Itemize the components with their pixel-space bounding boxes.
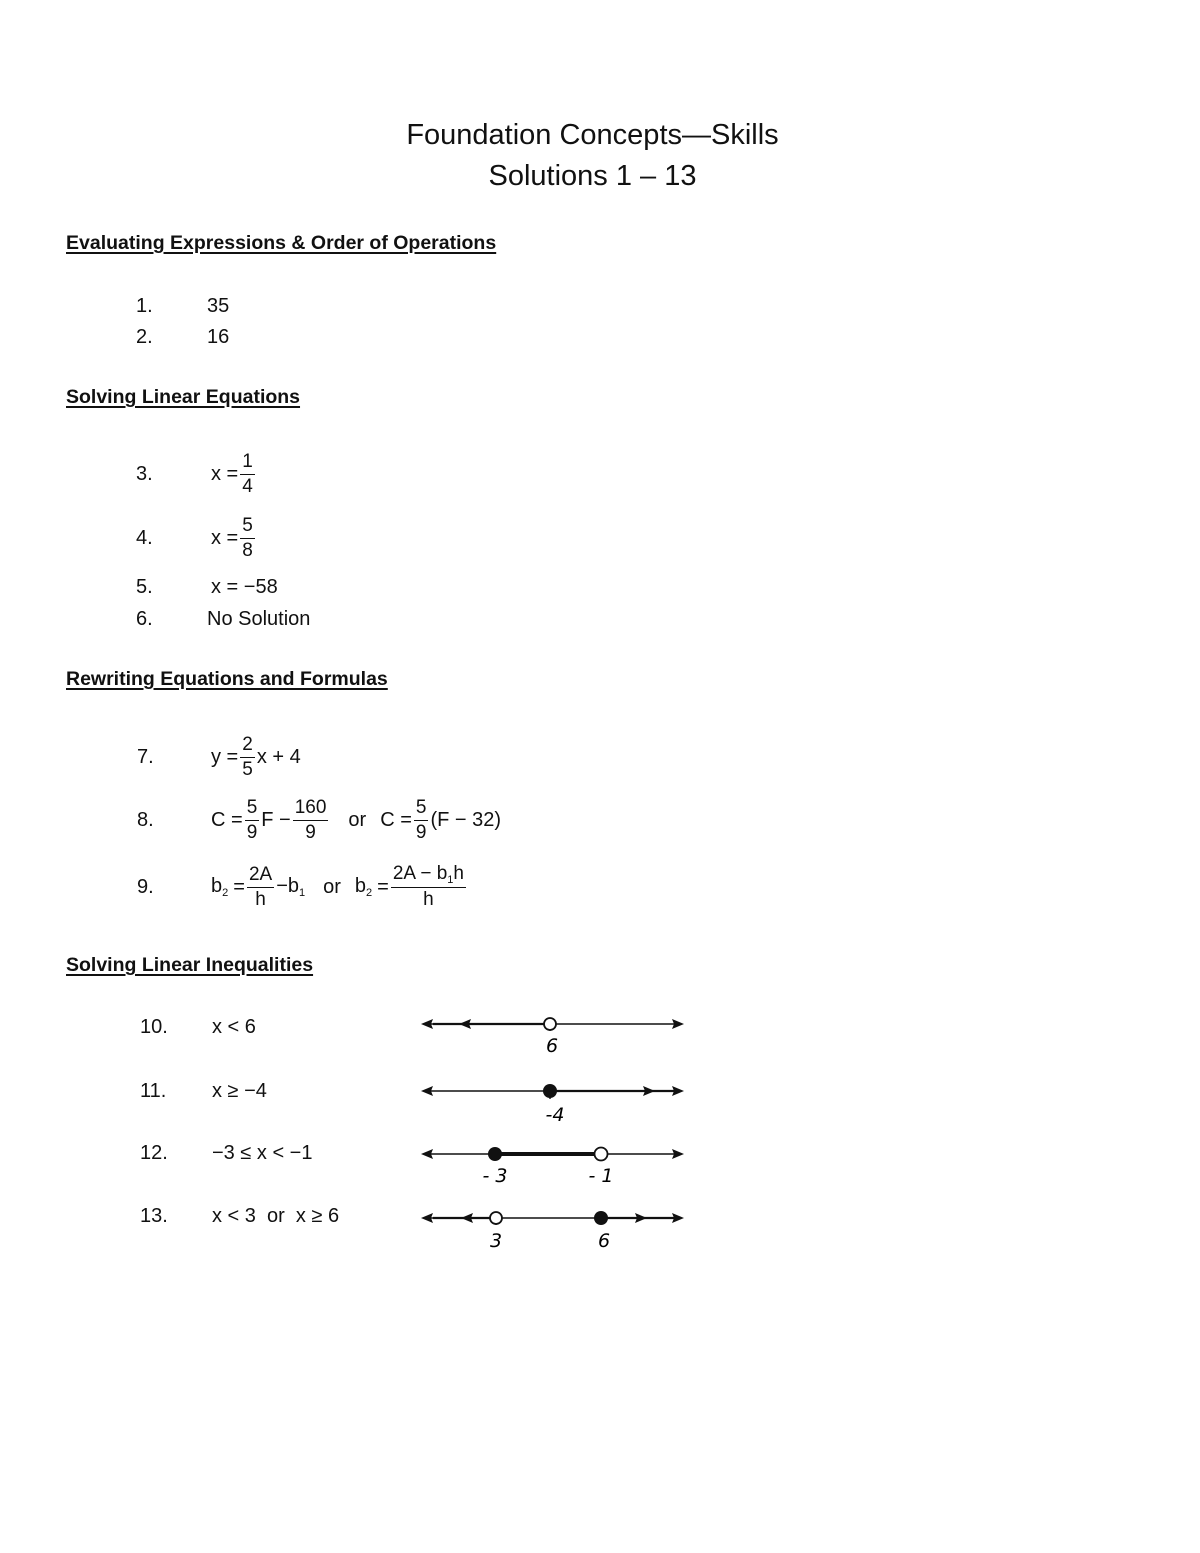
- fraction-numerator: $2A - b_1h$: [391, 863, 466, 889]
- fraction-numerator: 2A: [247, 864, 274, 888]
- or-text: or: [348, 808, 367, 831]
- page-subtitle: Solutions 1 – 13: [488, 160, 697, 192]
- problem-number: 2.: [136, 326, 153, 348]
- number-line-13: [415, 1194, 695, 1254]
- answer-lhs: y =: [211, 745, 239, 768]
- open-point: [490, 1212, 502, 1224]
- open-point: [544, 1018, 556, 1030]
- equals-sign: =: [233, 875, 245, 898]
- fraction: [391, 863, 466, 911]
- closed-point: [543, 1084, 557, 1098]
- fraction-denominator: 9: [305, 821, 316, 843]
- answer: x < 3 or x ≥ 6: [212, 1205, 340, 1227]
- fraction-numerator: 2: [240, 734, 255, 758]
- fraction: [245, 797, 260, 844]
- answer-rest: (F − 32): [430, 808, 502, 831]
- fraction: [414, 797, 429, 844]
- fraction: [293, 797, 329, 844]
- answer: No Solution: [207, 608, 311, 630]
- open-point: [595, 1148, 608, 1161]
- section-heading-inequalities: Solving Linear Inequalities: [66, 954, 314, 976]
- point-label: - 1: [588, 1165, 614, 1187]
- problem-number: 13.: [140, 1205, 168, 1227]
- fraction-denominator: 8: [242, 539, 253, 561]
- section-heading-evaluating: Evaluating Expressions & Order of Operations: [66, 232, 497, 254]
- fraction-denominator: 5: [242, 758, 253, 780]
- point-label: 3: [489, 1230, 503, 1252]
- answer: [211, 508, 257, 568]
- fraction-numerator: 1: [240, 451, 255, 475]
- section-heading-linear-equations: Solving Linear Equations: [66, 386, 301, 408]
- answer-lhs: $b_2$: [211, 875, 229, 899]
- answer: [211, 727, 301, 787]
- fraction-denominator: h: [423, 889, 434, 911]
- problem-number: 12.: [140, 1142, 168, 1164]
- answer-rest: x + 4: [256, 745, 301, 768]
- number-line-11: [415, 1067, 695, 1127]
- fraction: [240, 734, 255, 781]
- answer: −3 ≤ x < −1: [212, 1142, 313, 1164]
- closed-point: [594, 1211, 608, 1225]
- answer: [211, 444, 257, 504]
- point-label: - 3: [482, 1165, 508, 1187]
- fraction-denominator: 4: [242, 475, 253, 497]
- fraction-denominator: 9: [415, 821, 427, 843]
- equals-sign: =: [377, 875, 389, 898]
- problem-number: 4.: [136, 527, 153, 549]
- problem-number: 7.: [137, 746, 154, 768]
- number-line-10: [415, 1000, 695, 1060]
- point-label: 6: [545, 1035, 559, 1057]
- fraction-denominator: h: [255, 888, 266, 910]
- problem-number: 6.: [136, 608, 153, 630]
- answer-lhs: $b_2$: [354, 875, 373, 899]
- point-label: 6: [597, 1230, 611, 1252]
- number-line-12: [415, 1130, 695, 1190]
- problem-number: 10.: [140, 1016, 168, 1038]
- closed-point: [488, 1147, 502, 1161]
- answer: 16: [207, 326, 230, 348]
- answer-minus: $-b_1$: [276, 875, 306, 899]
- answer-lhs: C =: [211, 808, 243, 831]
- fraction-numerator: 5: [240, 515, 255, 539]
- section-heading-rewriting: Rewriting Equations and Formulas: [66, 668, 388, 690]
- point-label: -4: [545, 1104, 565, 1126]
- answer-lhs: C =: [380, 808, 412, 831]
- answer: [211, 790, 501, 850]
- answer-mid: F −: [261, 808, 291, 831]
- problem-number: 3.: [136, 463, 153, 485]
- problem-number: 9.: [137, 876, 154, 898]
- answer: x ≥ −4: [212, 1080, 267, 1102]
- problem-number: 5.: [136, 576, 153, 598]
- problem-number: 11.: [140, 1080, 167, 1102]
- fraction: [247, 864, 274, 911]
- answer-lhs: x =: [211, 462, 239, 485]
- fraction-denominator: 9: [246, 821, 258, 843]
- problem-number: 1.: [136, 295, 153, 317]
- fraction-numerator: 5: [414, 797, 429, 821]
- answer-lhs: x =: [211, 526, 239, 549]
- answer: x = −58: [211, 576, 278, 598]
- page-title: Foundation Concepts—Skills: [406, 119, 779, 151]
- answer: [211, 857, 468, 917]
- answer: x < 6: [212, 1016, 256, 1038]
- fraction-numerator: 160: [293, 797, 329, 821]
- answer: 35: [207, 295, 230, 317]
- or-text: or: [323, 875, 341, 898]
- fraction-numerator: 5: [245, 797, 260, 821]
- problem-number: 8.: [137, 809, 154, 831]
- fraction: [240, 515, 255, 562]
- fraction: [240, 451, 255, 498]
